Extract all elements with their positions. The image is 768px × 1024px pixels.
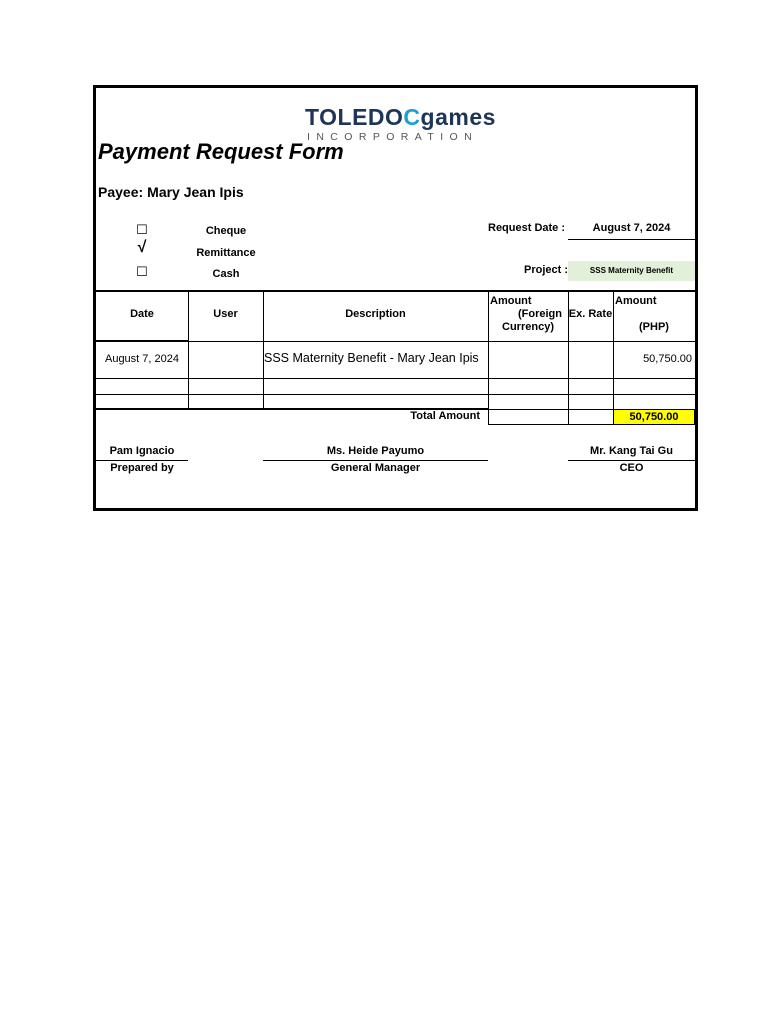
general-manager-signature-line — [263, 460, 488, 461]
col-divider-amount-foreign — [488, 290, 489, 409]
header-date: Date — [130, 308, 154, 320]
col-divider-amount-php — [613, 290, 614, 409]
header-amount-php-line2: (PHP) — [639, 321, 669, 333]
payee-label: Payee: — [98, 184, 144, 200]
total-amount-label: Total Amount — [410, 410, 480, 422]
table-top-border — [96, 290, 695, 292]
general-manager-title: General Manager — [330, 462, 421, 474]
form-title: Payment Request Form — [98, 139, 344, 164]
row-divider-1 — [96, 378, 695, 379]
header-ex-rate: Ex. Rate — [568, 308, 613, 320]
logo-text-left: TOLEDO — [305, 104, 404, 130]
remittance-checkbox[interactable]: √ — [137, 239, 147, 256]
row-description: SSS Maternity Benefit - Mary Jean Ipis — [264, 351, 479, 365]
row-date: August 7, 2024 — [104, 353, 179, 365]
total-divider — [568, 409, 569, 425]
row-amount-php: 50,750.00 — [643, 353, 692, 365]
cheque-checkbox[interactable]: ☐ — [136, 222, 148, 237]
request-date-underline — [568, 239, 695, 240]
header-amount-foreign-line1: Amount — [490, 295, 532, 307]
cheque-label: Cheque — [205, 225, 247, 237]
company-logo — [305, 104, 496, 131]
preparer-signature-line — [96, 460, 188, 461]
ceo-title: CEO — [619, 462, 644, 474]
header-amount-php-line1: Amount — [615, 295, 657, 307]
ceo-signature-line — [568, 460, 695, 461]
logo-subtitle: INCORPORATION — [307, 131, 479, 143]
header-amount-foreign-line2: (Foreign — [518, 308, 562, 320]
ceo-name: Mr. Kang Tai Gu — [590, 445, 673, 457]
project-value: SSS Maternity Benefit — [568, 261, 695, 281]
row-divider-2 — [96, 394, 695, 395]
preparer-name: Pam Ignacio — [109, 445, 175, 457]
header-user: User — [213, 308, 238, 320]
general-manager-name: Ms. Heide Payumo — [326, 445, 425, 457]
logo-mark: C — [403, 104, 421, 130]
date-header-bottom — [96, 340, 188, 342]
payment-request-form — [93, 85, 698, 511]
logo-text-right: games — [420, 104, 496, 130]
request-date-label: Request Date : — [488, 222, 566, 234]
total-amount-value: 50,750.00 — [613, 409, 695, 425]
preparer-title: Prepared by — [110, 462, 174, 474]
project-label: Project : — [524, 264, 569, 276]
payee — [98, 184, 244, 200]
header-bottom-border — [188, 341, 695, 342]
cash-checkbox[interactable]: ☐ — [136, 264, 148, 279]
cash-label: Cash — [212, 268, 240, 280]
remittance-label: Remittance — [196, 247, 256, 259]
payee-name: Mary Jean Ipis — [147, 184, 244, 200]
request-date-value: August 7, 2024 — [592, 222, 671, 234]
header-description: Description — [345, 308, 406, 320]
header-amount-foreign-line3: Currency) — [502, 321, 554, 333]
